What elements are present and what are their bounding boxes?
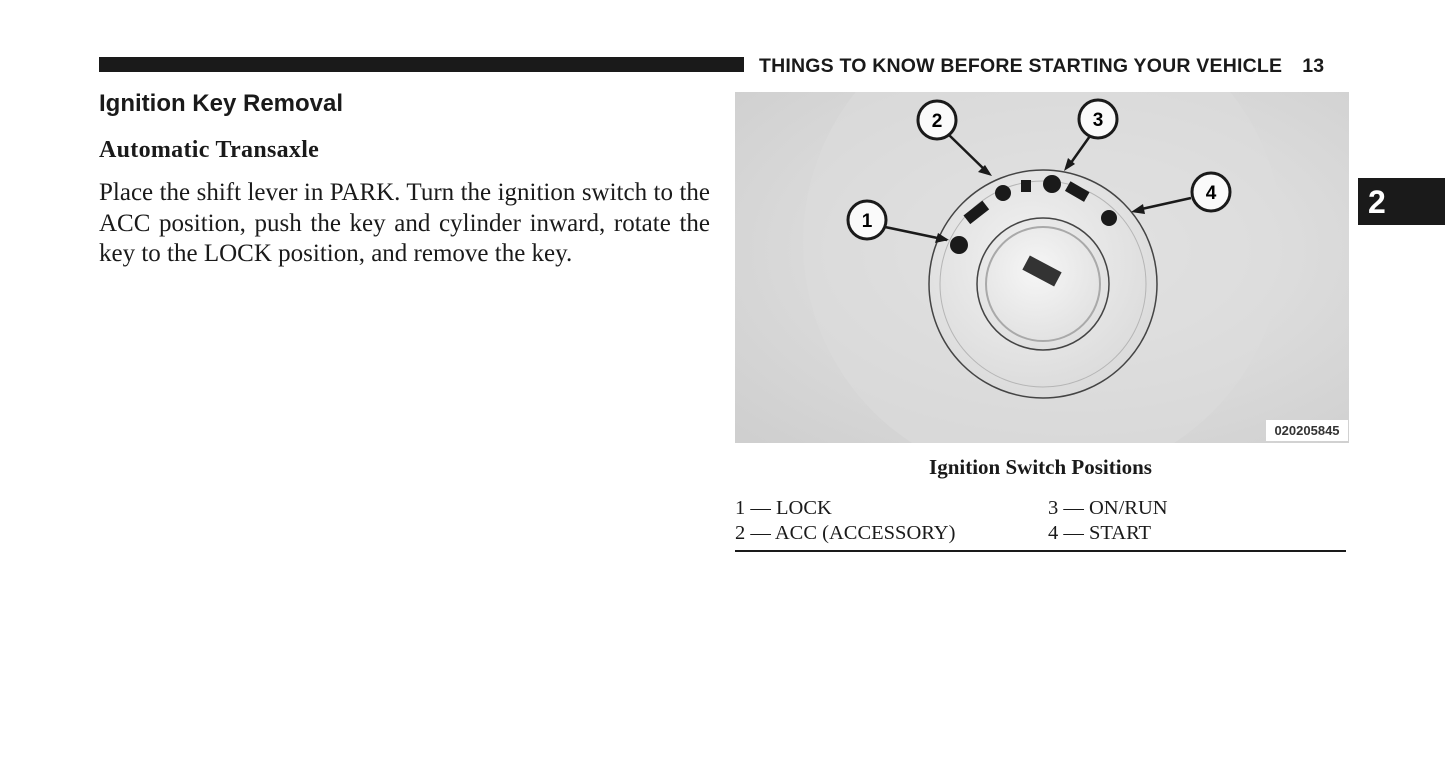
legend-rule xyxy=(735,550,1346,552)
callout-1-label: 1 xyxy=(861,211,873,232)
section-heading: Ignition Key Removal xyxy=(99,90,344,117)
position-mark xyxy=(1021,180,1031,192)
callout-4-label: 4 xyxy=(1205,183,1217,204)
start-position-dot xyxy=(1101,210,1117,226)
figure-caption: Ignition Switch Positions xyxy=(929,455,1152,479)
ignition-switch-illustration xyxy=(735,92,1349,443)
callout-3-label: 3 xyxy=(1092,110,1104,131)
legend-item-acc: 2 — ACC (ACCESSORY) xyxy=(735,522,956,544)
ignition-switch-figure xyxy=(735,92,1349,443)
header-rule-bar xyxy=(99,57,744,72)
legend-item-run: 3 — ON/RUN xyxy=(1048,497,1168,519)
key-cylinder xyxy=(977,218,1109,350)
acc-position-dot xyxy=(995,185,1011,201)
chapter-number: 2 xyxy=(1368,184,1386,220)
page-number: 13 xyxy=(1302,55,1325,77)
subsection-heading: Automatic Transaxle xyxy=(99,137,320,163)
running-header xyxy=(759,55,1324,77)
legend-item-start: 4 — START xyxy=(1048,522,1152,544)
figure-id: 020205845 xyxy=(1274,423,1340,438)
legend-item-lock: 1 — LOCK xyxy=(735,497,832,519)
run-position-dot xyxy=(1043,175,1061,193)
chapter-tab xyxy=(1358,178,1445,225)
callout-2-label: 2 xyxy=(931,111,943,132)
lock-position-dot xyxy=(950,236,968,254)
instruction-paragraph: Place the shift lever in PARK. Turn the ignition switch to the ACC position, push the key and cylinder inward, rotate the key to the LOCK position, and remove the key. xyxy=(99,179,710,267)
section-title: THINGS TO KNOW BEFORE STARTING YOUR VEHICLE xyxy=(759,55,1283,77)
